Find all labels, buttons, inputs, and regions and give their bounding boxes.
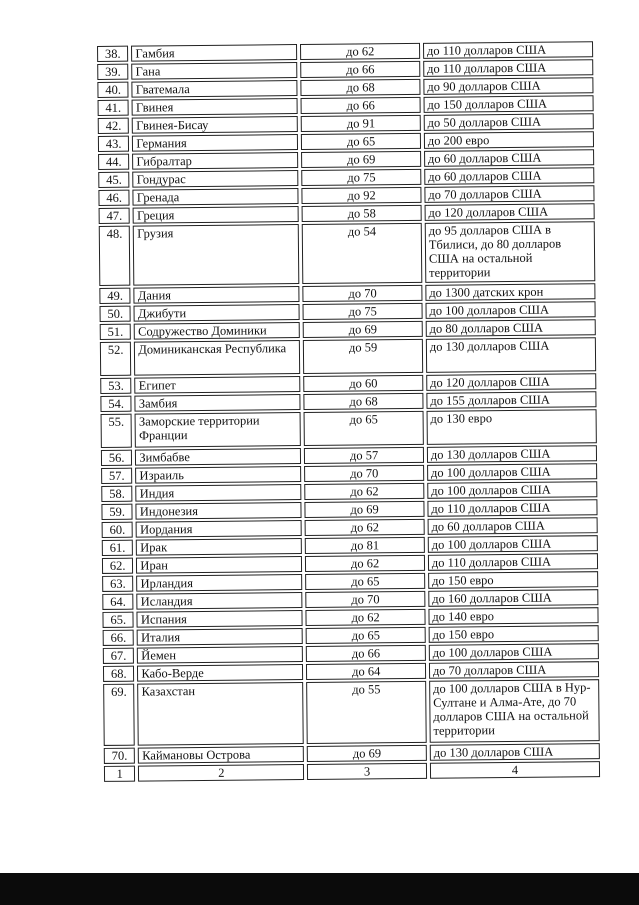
table-body [97, 41, 600, 764]
country-name: Гвинея [132, 98, 298, 116]
table-row [100, 319, 596, 340]
age-limit: до 62 [305, 519, 425, 536]
table-row [100, 301, 596, 322]
age-limit: до 62 [305, 483, 425, 500]
amount-limit: до 160 долларов США [428, 589, 598, 607]
country-name: Израиль [135, 466, 301, 484]
table-row [102, 553, 598, 574]
scan-bottom-edge [0, 873, 639, 905]
country-name: Испания [137, 610, 303, 628]
row-number: 48. [99, 226, 131, 286]
table-row [102, 535, 598, 556]
country-name: Ирак [136, 538, 302, 556]
table-row [100, 391, 596, 412]
country-name: Гана [132, 62, 298, 80]
table-row [103, 643, 599, 664]
table-row [99, 283, 595, 304]
table-row [103, 679, 600, 746]
age-limit: до 68 [304, 393, 424, 410]
age-limit: до 69 [301, 151, 421, 168]
table-row [98, 167, 594, 188]
row-number: 54. [100, 396, 132, 412]
country-name: Кабо-Верде [137, 664, 303, 682]
amount-limit: до 100 долларов США [429, 643, 599, 661]
row-number: 66. [103, 630, 135, 646]
table-row [99, 203, 595, 224]
country-name: Индия [136, 484, 302, 502]
table-row [100, 337, 596, 376]
row-number: 43. [98, 136, 130, 152]
row-number: 69. [103, 684, 135, 746]
country-name: Гондурас [133, 170, 299, 188]
country-name: Йемен [137, 646, 303, 664]
age-limit: до 70 [304, 465, 424, 482]
age-limit: до 70 [303, 285, 423, 302]
age-limit: до 62 [300, 43, 420, 60]
age-limit: до 69 [305, 501, 425, 518]
row-number: 50. [100, 306, 132, 322]
amount-limit: до 100 долларов США [427, 463, 597, 481]
amount-limit: до 155 долларов США [426, 391, 596, 409]
country-name: Зимбабве [135, 448, 301, 466]
table-row [98, 95, 594, 116]
rates-table [94, 39, 603, 784]
table-row [101, 481, 597, 502]
row-number: 70. [104, 748, 136, 764]
table-row [102, 607, 598, 628]
amount-limit: до 110 долларов США [423, 41, 593, 59]
amount-limit: до 200 евро [424, 131, 594, 149]
country-name: Содружество Доминики [134, 322, 300, 340]
age-limit: до 59 [303, 339, 423, 374]
table-row [101, 445, 597, 466]
age-limit: до 57 [304, 447, 424, 464]
amount-limit: до 50 долларов США [424, 113, 594, 131]
amount-limit: до 130 долларов США [427, 445, 597, 463]
country-name: Исландия [137, 592, 303, 610]
amount-limit: до 60 долларов США [427, 517, 597, 535]
country-name: Иран [136, 556, 302, 574]
age-limit: до 66 [306, 645, 426, 662]
row-number: 53. [100, 378, 132, 394]
age-limit: до 75 [303, 303, 423, 320]
table-row [103, 661, 599, 682]
row-number: 41. [98, 100, 130, 116]
amount-limit: до 110 долларов США [427, 499, 597, 517]
row-number: 55. [101, 414, 133, 448]
amount-limit: до 150 евро [428, 625, 598, 643]
country-name: Заморские территории Франции [135, 412, 301, 448]
column-number-4: 4 [430, 761, 600, 779]
table-row [100, 373, 596, 394]
row-number: 58. [101, 486, 133, 502]
age-limit: до 81 [305, 537, 425, 554]
row-number: 65. [102, 612, 134, 628]
country-name: Египет [135, 376, 301, 394]
age-limit: до 69 [307, 745, 427, 762]
table-row [104, 743, 600, 764]
row-number: 47. [99, 208, 131, 224]
row-number: 44. [98, 154, 130, 170]
table-row [101, 499, 597, 520]
table-row [103, 625, 599, 646]
age-limit: до 68 [301, 79, 421, 96]
country-name: Дания [134, 286, 300, 304]
row-number: 42. [98, 118, 130, 134]
amount-limit: до 130 долларов США [426, 337, 596, 373]
age-limit: до 65 [306, 627, 426, 644]
amount-limit: до 130 евро [426, 409, 596, 445]
amount-limit: до 130 долларов США [430, 743, 600, 761]
table-row [101, 463, 597, 484]
amount-limit: до 140 евро [428, 607, 598, 625]
row-number: 46. [98, 190, 130, 206]
row-number: 39. [97, 64, 129, 80]
row-number: 45. [98, 172, 130, 188]
row-number: 49. [99, 288, 131, 304]
country-name: Замбия [135, 394, 301, 412]
amount-limit: до 70 долларов США [429, 661, 599, 679]
table-row [101, 409, 597, 448]
table-row [102, 517, 598, 538]
age-limit: до 69 [303, 321, 423, 338]
age-limit: до 62 [305, 555, 425, 572]
age-limit: до 65 [304, 411, 424, 446]
age-limit: до 91 [301, 115, 421, 132]
country-name: Греция [133, 206, 299, 224]
column-number-2: 2 [138, 764, 304, 782]
table-row [102, 571, 598, 592]
age-limit: до 65 [306, 573, 426, 590]
country-name: Ирландия [136, 574, 302, 592]
country-name: Гамбия [131, 44, 297, 62]
country-name: Гренада [133, 188, 299, 206]
age-limit: до 54 [302, 223, 422, 284]
amount-limit: до 70 долларов США [424, 185, 594, 203]
column-number-1: 1 [104, 766, 136, 782]
row-number: 61. [102, 540, 134, 556]
amount-limit: до 60 долларов США [424, 167, 594, 185]
age-limit: до 65 [301, 133, 421, 150]
country-name: Гватемала [132, 80, 298, 98]
age-limit: до 55 [307, 681, 427, 744]
country-name: Гвинея-Бисау [132, 116, 298, 134]
amount-limit: до 100 долларов США [428, 535, 598, 553]
age-limit: до 66 [301, 97, 421, 114]
amount-limit: до 60 долларов США [424, 149, 594, 167]
age-limit: до 66 [301, 61, 421, 78]
row-number: 57. [101, 468, 133, 484]
amount-limit: до 95 долларов США в Тбилиси, до 80 долларов США на остальной территории [425, 221, 596, 283]
country-name: Гибралтар [132, 152, 298, 170]
amount-limit: до 110 долларов США [428, 553, 598, 571]
amount-limit: до 110 долларов США [423, 59, 593, 77]
country-name: Иордания [136, 520, 302, 538]
row-number: 64. [102, 594, 134, 610]
amount-limit: до 80 долларов США [426, 319, 596, 337]
column-number-3: 3 [307, 763, 427, 780]
country-name: Грузия [133, 224, 300, 286]
amount-limit: до 1300 датских крон [425, 283, 595, 301]
row-number: 51. [100, 324, 132, 340]
age-limit: до 92 [302, 187, 422, 204]
age-limit: до 60 [304, 375, 424, 392]
row-number: 67. [103, 648, 135, 664]
amount-limit: до 150 долларов США [423, 95, 593, 113]
country-name: Казахстан [138, 682, 305, 746]
country-name: Каймановы Острова [138, 746, 304, 764]
country-name: Индонезия [136, 502, 302, 520]
country-name: Италия [137, 628, 303, 646]
column-number-row [104, 761, 600, 782]
table-row [98, 113, 594, 134]
amount-limit: до 100 долларов США в Нур-Султане и Алма-Ате, до 70 долларов США на остальной территории [429, 679, 600, 743]
row-number: 62. [102, 558, 134, 574]
row-number: 59. [101, 504, 133, 520]
age-limit: до 75 [302, 169, 422, 186]
table-row [102, 589, 598, 610]
table-row [97, 59, 593, 80]
row-number: 56. [101, 450, 133, 466]
row-number: 63. [102, 576, 134, 592]
table-row [98, 131, 594, 152]
table-row [98, 149, 594, 170]
table-row [99, 221, 596, 286]
row-number: 38. [97, 46, 129, 62]
amount-limit: до 120 долларов США [426, 373, 596, 391]
amount-limit: до 120 долларов США [424, 203, 594, 221]
amount-limit: до 150 евро [428, 571, 598, 589]
table-row [97, 41, 593, 62]
age-limit: до 62 [306, 609, 426, 626]
amount-limit: до 90 долларов США [423, 77, 593, 95]
country-name: Джибути [134, 304, 300, 322]
table-row [98, 185, 594, 206]
age-limit: до 64 [306, 663, 426, 680]
country-name: Доминиканская Республика [134, 340, 300, 376]
row-number: 40. [97, 82, 129, 98]
amount-limit: до 100 долларов США [425, 301, 595, 319]
age-limit: до 58 [302, 205, 422, 222]
row-number: 68. [103, 666, 135, 682]
amount-limit: до 100 долларов США [427, 481, 597, 499]
row-number: 60. [102, 522, 134, 538]
table-row [97, 77, 593, 98]
row-number: 52. [100, 342, 132, 376]
age-limit: до 70 [306, 591, 426, 608]
country-name: Германия [132, 134, 298, 152]
